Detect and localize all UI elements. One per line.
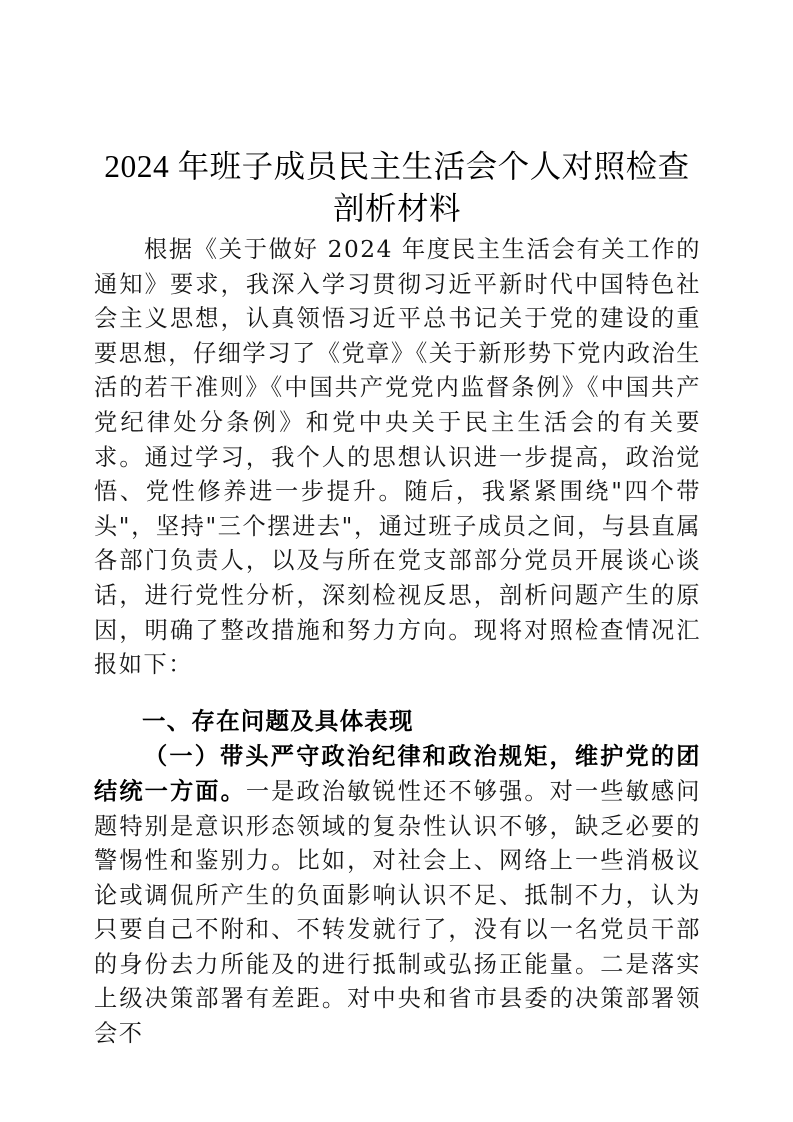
section-heading-one: 一、存在问题及具体表现 [142,707,414,734]
page-title: 2024 年班子成员民主生活会个人对照检查剖析材料 [104,149,690,226]
subsection-one-paragraph [94,740,701,1051]
subsection-one-lead: （一）带头严守政治纪律和政治规矩，维护党的团结统一方面。 [94,743,701,805]
heading-spacer [94,683,701,693]
intro-paragraph: 根据《关于做好 2024 年度民主生活会有关工作的通知》要求，我深入学习贯彻习近平新时代中国特色社会主义思想，认真领悟习近平总书记关于党的建设的重要思想，仔细学习了《党章》《关于新形势下党内政治生活的若干准则》《中国共产党党内监督条例》《中国共产党纪律处分条例》和党中央关于民主生活会的有关要求。通过学习，我个人的思想认识进一步提高，政治觉悟、党性修养进一步提升。随后，我紧紧围绕"四个带头"，坚持"三个摆进去"，通过班子成员之间，与县直属各部门负责人，以及与所在党支部部分党员开展谈心谈话，进行党性分析，深刻检视反思，剖析问题产生的原因，明确了整改措施和努力方向。现将对照检查情况汇报如下： [94,236,701,679]
subsection-one-body: 一是政治敏锐性还不够强。对一些敏感问题特别是意识形态领域的复杂性认识不够，缺乏必要的警惕性和鉴别力。比如，对社会上、网络上一些消极议论或调侃所产生的负面影响认识不足、抵制不力，认为只要自己不附和、不转发就行了，没有以一名党员干部的身份去力所能及的进行抵制或弘扬正能量。二是落实上级决策部署有差距。对中央和省市县委的决策部署领会不 [94,777,701,1048]
document-body [94,233,701,1052]
